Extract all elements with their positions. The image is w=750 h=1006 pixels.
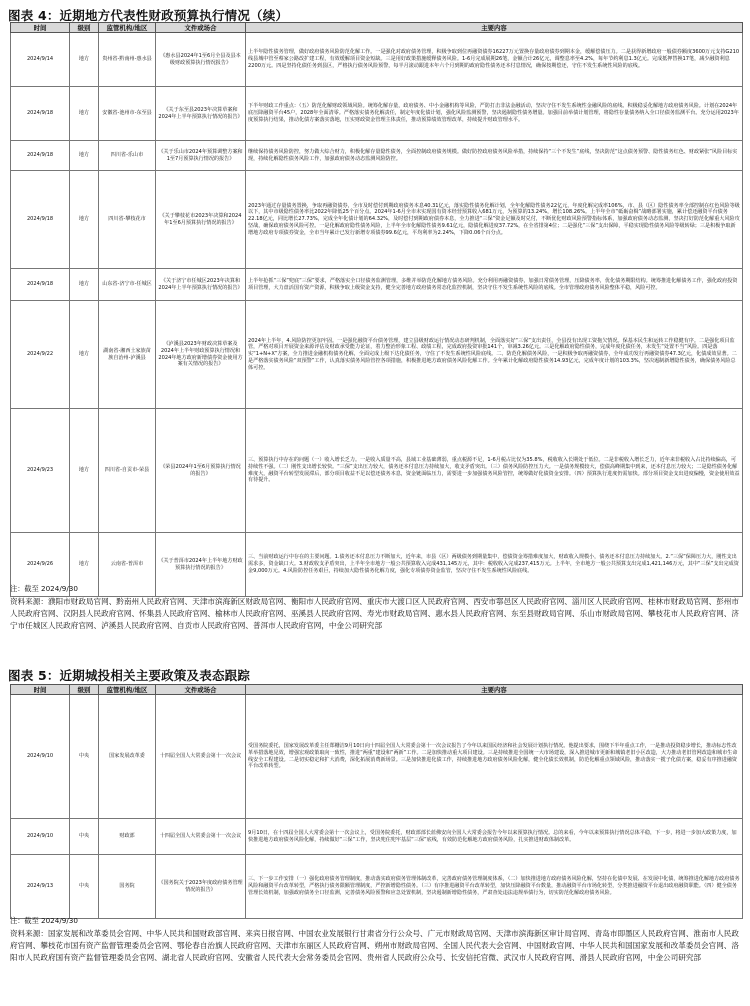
- row-region: 贵州省-黔南州-惠水县: [99, 33, 156, 87]
- row-level: 地方: [70, 141, 99, 171]
- row-content: 三、下一步工作安排（一）强化政府债务管理制度，推动落实政府债务管理体制改革，完善政府债务管理制度体系，（二）加快推进地方政府债务风险化解，坚持在化债中发展、在发展中化债，统筹推进化解地方政府债务风险和融资平台改革转型，严格执行债务限额管理制度，严控新增隐性债务。（三）有序推进融资平台改革转型，加快压降融资平台数量，推动融资平台市场化转型，分类推进融资平台退出政府融资职能。（四）健全债务管理长效机制，加强政府债务全口径监测，完善债务风险预警和应急处置机制，坚决遏制新增隐性债务，严肃查处违法违规举债行为，切实防范化解政府债务风险。: [246, 855, 743, 919]
- row-level: 地方: [70, 301, 99, 409]
- row-doc: 十四届全国人大常委会第十一次会议: [156, 819, 246, 855]
- row-region: 财政部: [99, 819, 156, 855]
- header-level: 级别: [70, 685, 99, 695]
- table-row: [11, 533, 743, 597]
- row-content: 继续保持债务风险防控，努力做大综合财力，积极化解存量隐性债务，全面控制政府债务规模。做好防控政府债务风险举措，持续保持“三个不发生”底线，坚决防范“这点债务预警、隐性债务红色、财政紧张”风险目标实现，持续化解隐性债务风险工作，加强政府债务动态监测风险防控。: [246, 141, 743, 171]
- row-date: 2024/9/18: [11, 141, 70, 171]
- row-date: 2024/9/10: [11, 695, 70, 819]
- table-row: [11, 695, 743, 819]
- header-content: 主要内容: [246, 685, 743, 695]
- table-row: [11, 87, 743, 141]
- row-doc: 《国务院关于2023年度政府债务管理情况的报告》: [156, 855, 246, 919]
- header-date: 时间: [11, 23, 70, 33]
- row-content: 2024年上半年，4.风险防控更加牢固。一是强化融资平台债务管理，建立县级财政运行情况动态研判机制，全面落实好“三保”支出责任，全县没有出现工资拖欠情况。保基本民生和运转工作稳健有序。二是强化项目监管，严格对项目开展资金来源评估及财政承受能力论证，着力整治形象工程、政绩工程，完成政府投资审批141个，审减3.26亿元。三是化解政府隐性债务，完成年度化债任务，未发生“处置不当”风险。四是落实“1+N+X”方案，全力推进金融机构债务化解，全面完成上级下达化债任务，守住了不发生系统性风险底线。二、防范化解债务风险，一是积极争取再融资债券，全年成功发行再融资债券47.3亿元，化债成效显著。二是严格落实债务风险“双预警”工作，认真落实债务风险管控各项措施，积极推进地方政府债务风险化解工作。全年累计化解政府隐性债务14.93亿元，完成年度计划的103.3%，坚决遏制新增隐性债务，确保债务风险总体可控。: [246, 301, 743, 409]
- table-row: [11, 171, 743, 269]
- row-level: 地方: [70, 87, 99, 141]
- row-region: 安徽省-池州市-东至县: [99, 87, 156, 141]
- row-level: 中央: [70, 855, 99, 919]
- figure5-title: 图表 5：近期城投相关主要政策及表态跟踪: [8, 668, 251, 683]
- table-row: [11, 855, 743, 919]
- row-region: 国务院: [99, 855, 156, 919]
- row-date: 2024/9/22: [11, 301, 70, 409]
- row-date: 2024/9/13: [11, 855, 70, 919]
- figure4-note: 注：截至 2024/9/30: [10, 584, 78, 593]
- row-level: 中央: [70, 695, 99, 819]
- table-row: [11, 33, 743, 87]
- table-row: [11, 269, 743, 301]
- row-level: 地方: [70, 171, 99, 269]
- header-doc: 文件或场合: [156, 685, 246, 695]
- figure4-source: 资料来源：濮阳市财政局官网、黔南州人民政府官网、天津市滨海新区财政局官网、衡阳市人民政府官网、重庆市大渡口区人民政府官网、西安市鄠邑区人民政府官网、淄川区人民政府官网、桂林市财政局官网、彭州市人民政府官网、汉阴县人民政府官网、怀集县人民政府官网、榆林市人民政府官网、巫溪县人民政府官网、寿光市财政局官网、惠水县人民政府官网、东至县财政局官网、乐山市财政局官网、攀枝花市人民政府官网、济宁市任城区人民政府官网、泸溪县人民政府官网、自贡市人民政府官网、普洱市人民政府官网，中金公司研究部: [10, 597, 739, 631]
- row-level: 地方: [70, 533, 99, 597]
- row-date: 2024/9/14: [11, 33, 70, 87]
- table-row: [11, 409, 743, 533]
- row-date: 2024/9/26: [11, 533, 70, 597]
- row-level: 地方: [70, 33, 99, 87]
- table-row: [11, 141, 743, 171]
- row-region: 国家发展改革委: [99, 695, 156, 819]
- row-doc: 《惠水县2024年1至6月全县及县本级财政预算执行情况报告》: [156, 33, 246, 87]
- row-date: 2024/9/18: [11, 269, 70, 301]
- header-content: 主要内容: [246, 23, 743, 33]
- row-doc: 《关于普洱市2024年上半年地方财政预算执行情况的报告》: [156, 533, 246, 597]
- row-doc: 《泸溪县2023年财政决算草案及2024年上半年财政预算执行情况和2024年地方政府新增债券资金使用方案有关情况的报告》: [156, 301, 246, 409]
- row-content: 上半年隐性债务管理，做好政府债务风险防范化解工作。一是强化对政府债务管理，积极争取到位再融资债券16227万元置换存量政府债券到期本金，缓解偿债压力。二是获得新增政府一般债券额度3600万元支持G210线县城中管至蔡家公路改扩建工程，有效缓解项目资金短缺。三是用好政策措施缓释债务风险。1-6月完成展期26笔，金额合计26亿元，调整息率至4.2%，每年节约利息1.3亿元。完成抵押替换17笔，减少融资利息2200万元。四是坚持化债任务到县区，严格执行债务风险预警，每半月滚动跟进本年六个月到期的政府隐性债务还本付息情况，确保按期偿还，守住不发生系统性风险的底线。: [246, 33, 743, 87]
- row-doc: 《关于东至县2023年决算草案和2024年上半年预算执行情况的报告》: [156, 87, 246, 141]
- row-region: 云南省-普洱市: [99, 533, 156, 597]
- figure4-header-row: [11, 23, 743, 33]
- table-row: [11, 819, 743, 855]
- row-doc: 《关于乐山市2024年预算调整方案和1至7月预算执行情况的报告》: [156, 141, 246, 171]
- figure4-table: [10, 22, 743, 597]
- row-level: 地方: [70, 269, 99, 301]
- row-level: 中央: [70, 819, 99, 855]
- row-region: 四川省-自贡市-荣县: [99, 409, 156, 533]
- header-doc: 文件或场合: [156, 23, 246, 33]
- row-region: 湖南省-湘西土家族苗族自治州-泸溪县: [99, 301, 156, 409]
- row-doc: 《关于攀枝花市2023年决算和2024年1至6月预算执行情况的报告》: [156, 171, 246, 269]
- row-date: 2024/9/18: [11, 171, 70, 269]
- row-content: 上半年抢抓“三保”兜底“三保”要求，严格落实全口径债务监测管理，多维并举防范化解地方债务风险。充分利用再融资债券，加强日常债务管理，压降债务率，优化债务期限结构。统筹推进化解债务工作，强化政府投资项目管理，大力盘活国有资产资源，积极争取上级资金支持，健全完善地方政府债务常态化监控机制，坚决守住不发生系统性风险的底线。全市管理政府债务风险整体平稳，风险可控。: [246, 269, 743, 301]
- row-date: 2024/9/10: [11, 819, 70, 855]
- row-doc: 《关于济宁市任城区2023年决算和2024年上半年预算执行情况的报告》: [156, 269, 246, 301]
- row-region: 山东省-济宁市-任城区: [99, 269, 156, 301]
- header-date: 时间: [11, 685, 70, 695]
- figure5-note: 注：截至 2024/9/30: [10, 916, 78, 925]
- row-region: 四川省-攀枝花市: [99, 171, 156, 269]
- row-level: 地方: [70, 409, 99, 533]
- row-content: 下半年财政工作重点：（五）防范化解财政领域风险。统筹化解存量，政府债务、中小金融机构等风险，严防打击非法金融活动，坚决守住不发生系统性金融风险的底线。积极稳妥化解地方政府债务风险。计划在2024年底压降融资平台45户，2028年全面清零。严格落实债务化解责任，制定年度化债计划，强化风险监测预警，坚决遏制隐性债务增量。加强目前举债计划管理，将隐性存量债务纳入全口径债务监测平台。充分运用2023年度预算执行结果，推动化债方案落实落地，压实财政资金管理主体责任，推动预算绩效管理改革，持续提升财政管理水平。: [246, 87, 743, 141]
- row-content: 9月10日，在十四届全国人大常委会第十一次会议上，受国务院委托，财政部部长蓝佛安向全国人大常委会报告今年以来预算执行情况。总的来看，今年以来预算执行情况总体平稳，下一步，将进一步加大政策力度，加快推进地方政府债务风险化解，持续做好“三保”工作，坚决兜住兜牢基层“三保”底线，有效防范化解地方政府债务风险，扎实推进财政体制改革。: [246, 819, 743, 855]
- header-region: 监管机构/地区: [99, 685, 156, 695]
- row-content: 受国务院委托，国家发展改革委主任郑栅洁9月10日向十四届全国人大常委会第十一次会议报告了今年以来国民经济和社会发展计划执行情况。他提出要求，围绕下半年重点工作，一是推动投资稳步增长，推动标志性改革举措落地见效，增强宏观政策取向一致性，推进“两重”建设和“两新”工作。二是加快推动重大项目建设。三是持续推进全国统一大市场建设，深入推进城市更新和城镇老旧小区改造，大力推动老旧管网改造和城市生命线安全工程建设。二是切实稳定和扩大消费，深化拓展消费新场景。三是加快推进化债工作，持续推进地方政府债务风险化解，健全化债长效机制，防范化解重点领域风险，推动落实一揽子化债方案，稳妥有序推进融资平台改革转型。: [246, 695, 743, 819]
- figure5-source: 资料来源：国家发展和改革委员会官网、中华人民共和国财政部官网、来宾日报官网、中国农业发展银行甘肃省分行公众号、广元市财政局官网、天津市滨海新区审计局官网、青岛市即墨区人民政府官网、淮南市人民政府官网、攀枝花市国有资产监督管理委员会官网、鄂伦春自治旗人民政府官网、天津市东丽区人民政府官网、朔州市财政局官网、全国人民代表大会官网、中国财政官网、中华人民共和国国家发展和改革委员会官网、洛阳市人民政府国有资产监督管理委员会官网、湖北省人民政府官网、安徽省人民代表大会常务委员会官网、贵州省人民政府公众号、长安信托官微、武汉市人民政府官网、滑县人民政府官网，中金公司研究部: [10, 929, 739, 963]
- row-doc: 《荣县2024年1至6月预算执行情况的报告》: [156, 409, 246, 533]
- figure5-table: [10, 684, 743, 919]
- figure4-title: 图表 4：近期地方代表性财政预算执行情况（续）: [8, 8, 289, 23]
- row-content: 三、预算执行中存在的问题（一）收入增长乏力。一是收入质量不高，县域工业基础薄弱，重点税源不足，1-6月税占比仅为35.8%，税收收入长期处于低位。二是非税收入增长乏力，近年来非税收入占比持续偏高，可持续性不强。（二）刚性支出增长较快。“三保”支出压力较大，债务还本付息压力持续加大，收支矛盾突出。（三）债务风险防控压力大。一是债务规模较大，偿债高峰期集中到来，还本付息压力较大；二是隐性债务化解难度大，融资平台转型发展滞后，部分项目收益不足以偿还债务本息，资金链面临压力，需要进一步加强债务风险管控，统筹做好化债资金安排。（四）预算执行进度仍需加快。部分项目资金支出进度偏慢，资金使用效益有待提升。: [246, 409, 743, 533]
- row-date: 2024/9/18: [11, 87, 70, 141]
- row-region: 四川省-乐山市: [99, 141, 156, 171]
- header-region: 监管机构/地区: [99, 23, 156, 33]
- table-row: [11, 301, 743, 409]
- header-level: 级别: [70, 23, 99, 33]
- row-content: 2023年通过存量债务置换，争取再融资债券，全市及时偿付到期政府债务本息40.31亿元，落实隐性债务化解计划，全年化解隐性债务22亿元，年度化解完成率106%，市、县（区）隐性债务率全部控制在红色风险等级以下，其中市级隐性债务率比2022年降低25个百分点。2024年1-6月全市未实现国有资本经营预算收入681万元，为预算的13.24%，增长108.26%。上半年全市“砥砺奋楫”战略部署实施，累计偿还融资平台债务22.18亿元，同比增长27.73%，完成全年化债计划的64.32%，及时偿付到期政府债券本息，全力推进“三保”资金足额及时兑付，不断优化财政风险预警指标体系，加强政府债务动态监测，坚决打好防范化解重大风险攻坚战，确保政府债务风险可控。一是化解政府隐性债务风险，上半年全市化解隐性债务9.61亿元，隐债化解进度37.72%，在全省排第4位；二是强化“三保”支出保障，平稳实现隐性债务风险等级转绿；三是积极争取新增地方政府专项债券资金，全市当年累计已发行新增专项债券99.6亿元，平均利率为2.24%，下降0.06个百分点。: [246, 171, 743, 269]
- row-doc: 十四届全国人大常委会第十一次会议: [156, 695, 246, 819]
- figure5-header-row: [11, 685, 743, 695]
- row-date: 2024/9/23: [11, 409, 70, 533]
- row-content: 三、当前财政运行中存在的主要问题。1.债务还本付息压力不断加大，近年来，市县（区）两级债务到期量集中，偿债资金筹措难度加大，财政收入规模小，债务还本付息压力持续加大。2.“三保”保障压力大，刚性支出需求多，资金缺口大。3.财政收支矛盾突出，上半年全市地方一般公共预算收入完成431,145万元，其中：税收收入完成237,415万元。上半年，全市地方一般公共预算支出完成1,421,146万元，其中“三保”支出完成资金9,000万元。4.风险防控任务艰巨，持续加大隐性债务化解力度，强化专项债券资金监管，坚决守住不发生系统性风险底线。: [246, 533, 743, 597]
